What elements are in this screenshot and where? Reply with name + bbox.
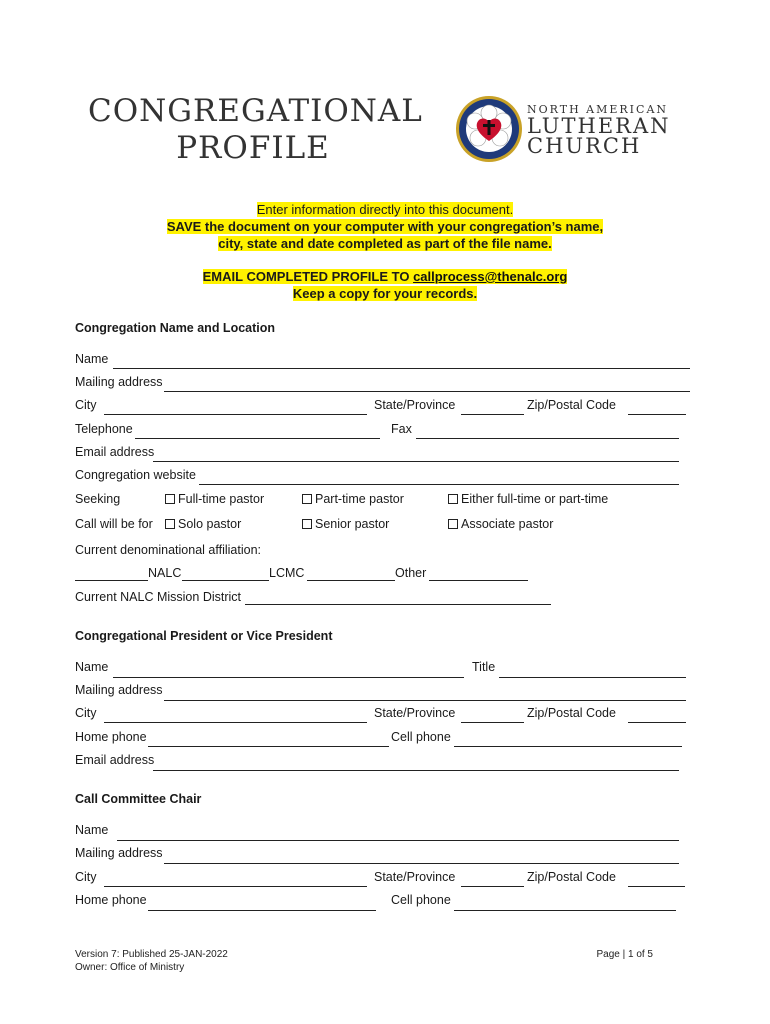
- title-line-1: CONGREGATIONAL: [88, 93, 423, 129]
- chair-zip-label: Zip/Postal Code: [527, 870, 616, 884]
- luther-rose-icon: [455, 93, 523, 165]
- state-label: State/Province: [374, 398, 456, 412]
- president-mailing-label: Mailing address: [75, 683, 163, 697]
- call-associate-checkbox[interactable]: Associate pastor: [448, 517, 553, 531]
- instruction-line-2: SAVE the document on your computer with your congregation’s name,: [166, 219, 604, 234]
- president-city-label: City: [75, 706, 97, 720]
- affiliation-other-text-field[interactable]: [429, 580, 528, 581]
- logo-line-3: CHURCH: [527, 134, 642, 158]
- affiliation-lcmc-field[interactable]: [182, 580, 269, 581]
- instruction-line-1: Enter information directly into this document.: [256, 202, 514, 217]
- chair-city-field[interactable]: [104, 886, 367, 887]
- president-cell-phone-label: Cell phone: [391, 730, 451, 744]
- section-heading-committee: Call Committee Chair: [75, 792, 202, 806]
- call-for-label: Call will be for: [75, 517, 153, 531]
- chair-name-field[interactable]: [117, 840, 679, 841]
- keep-copy-note: Keep a copy for your records.: [292, 286, 478, 301]
- chair-cell-phone-field[interactable]: [454, 910, 676, 911]
- president-title-field[interactable]: [499, 677, 686, 678]
- footer-page-number: Page | 1 of 5: [596, 949, 653, 960]
- president-name-label: Name: [75, 660, 109, 674]
- logo-wordmark: [527, 103, 671, 156]
- president-email-field[interactable]: [153, 770, 679, 771]
- congregation-city-field[interactable]: [104, 414, 367, 415]
- mission-district-label: Current NALC Mission District: [75, 590, 242, 604]
- seeking-label: Seeking: [75, 492, 121, 506]
- footer-version: Version 7: Published 25-JAN-2022: [75, 949, 228, 960]
- seeking-part-time-checkbox[interactable]: Part-time pastor: [302, 492, 404, 506]
- president-home-phone-label: Home phone: [75, 730, 147, 744]
- chair-city-label: City: [75, 870, 97, 884]
- chair-home-phone-label: Home phone: [75, 893, 147, 907]
- logo-line-2: LUTHERAN: [527, 114, 671, 138]
- lcmc-label: LCMC: [269, 566, 305, 580]
- footer-version-block: [75, 948, 228, 974]
- president-state-label: State/Province: [374, 706, 456, 720]
- congregation-email-field[interactable]: [153, 461, 679, 462]
- title-line-2: PROFILE: [176, 130, 330, 166]
- email-instruction: EMAIL COMPLETED PROFILE TO: [202, 269, 414, 284]
- page-title: [88, 93, 423, 167]
- call-solo-checkbox[interactable]: Solo pastor: [165, 517, 241, 531]
- president-name-field[interactable]: [113, 677, 464, 678]
- president-cell-phone-field[interactable]: [454, 746, 682, 747]
- president-state-field[interactable]: [461, 722, 524, 723]
- chair-state-field[interactable]: [461, 886, 524, 887]
- congregation-website-field[interactable]: [199, 484, 679, 485]
- affiliation-label: Current denominational affiliation:: [75, 543, 261, 557]
- chair-state-label: State/Province: [374, 870, 456, 884]
- congregation-zip-field[interactable]: [628, 414, 686, 415]
- fax-label: Fax: [391, 422, 412, 436]
- affiliation-nalc-field[interactable]: [75, 580, 148, 581]
- affiliation-other-field[interactable]: [307, 580, 395, 581]
- president-title-label: Title: [472, 660, 496, 674]
- website-label: Congregation website: [75, 468, 196, 482]
- chair-mailing-label: Mailing address: [75, 846, 163, 860]
- chair-name-label: Name: [75, 823, 109, 837]
- name-label: Name: [75, 352, 109, 366]
- section-heading-president: Congregational President or Vice President: [75, 629, 333, 643]
- president-zip-label: Zip/Postal Code: [527, 706, 616, 720]
- email-label: Email address: [75, 445, 155, 459]
- mission-district-field[interactable]: [245, 604, 551, 605]
- chair-home-phone-field[interactable]: [148, 910, 376, 911]
- president-mailing-field[interactable]: [164, 700, 686, 701]
- president-zip-field[interactable]: [628, 722, 686, 723]
- nalc-logo: [455, 93, 671, 168]
- congregation-state-field[interactable]: [461, 414, 524, 415]
- seeking-full-time-checkbox[interactable]: Full-time pastor: [165, 492, 264, 506]
- instruction-line-3: city, state and date completed as part of the file name.: [218, 236, 552, 251]
- call-senior-checkbox[interactable]: Senior pastor: [302, 517, 389, 531]
- seeking-either-checkbox[interactable]: Either full-time or part-time: [448, 492, 608, 506]
- instructions-block: [0, 201, 770, 302]
- footer-owner: Owner: Office of Ministry: [75, 962, 185, 973]
- congregation-telephone-field[interactable]: [135, 438, 380, 439]
- president-home-phone-field[interactable]: [148, 746, 389, 747]
- congregation-fax-field[interactable]: [416, 438, 679, 439]
- section-heading-congregation: Congregation Name and Location: [75, 321, 276, 335]
- president-city-field[interactable]: [104, 722, 367, 723]
- email-link[interactable]: callprocess@thenalc.org: [413, 269, 568, 284]
- zip-label: Zip/Postal Code: [527, 398, 616, 412]
- president-email-label: Email address: [75, 753, 155, 767]
- logo-line-1: NORTH AMERICAN: [527, 103, 669, 116]
- other-label: Other: [395, 566, 427, 580]
- city-label: City: [75, 398, 97, 412]
- congregation-mailing-field[interactable]: [164, 391, 690, 392]
- chair-mailing-field[interactable]: [164, 863, 679, 864]
- congregation-name-field[interactable]: [113, 368, 690, 369]
- chair-zip-field[interactable]: [628, 886, 685, 887]
- nalc-label: NALC: [148, 566, 182, 580]
- telephone-label: Telephone: [75, 422, 133, 436]
- mailing-label: Mailing address: [75, 375, 163, 389]
- chair-cell-phone-label: Cell phone: [391, 893, 451, 907]
